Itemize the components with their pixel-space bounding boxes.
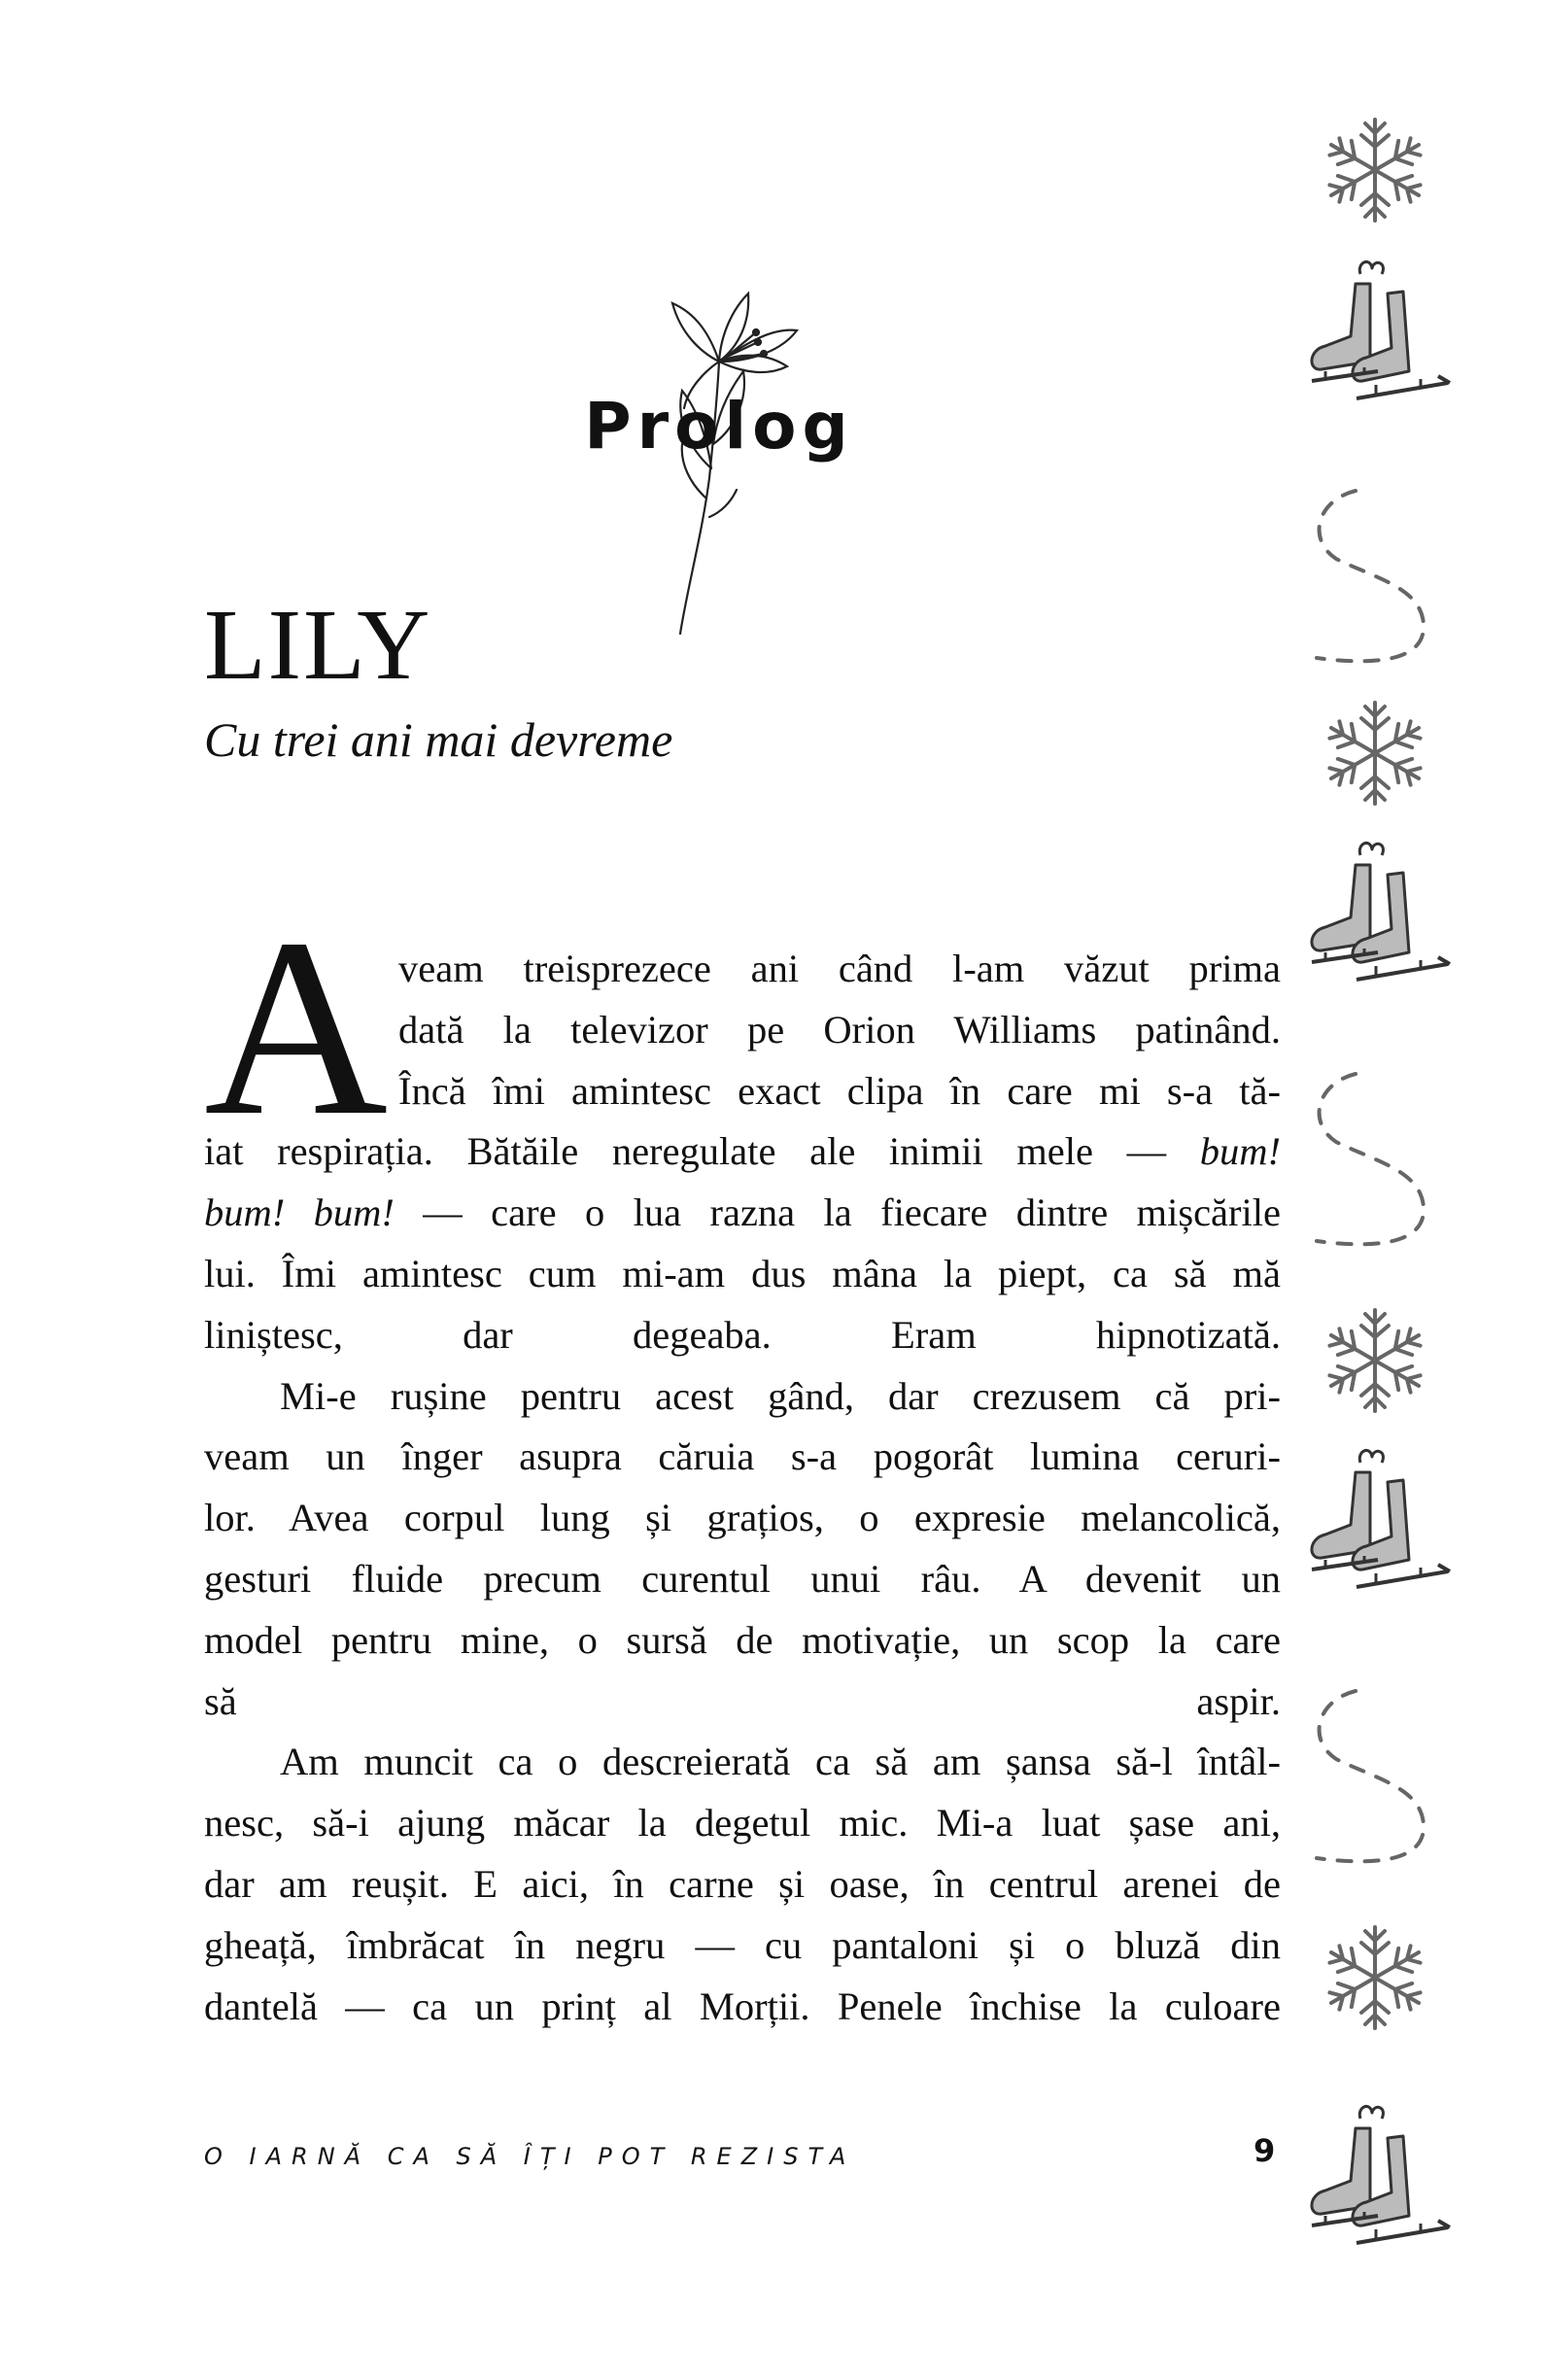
- snowflake-icon: [1317, 112, 1433, 228]
- text-line: dantelă — ca un prinț al Morții. Penele închise la culoare: [204, 1983, 1281, 2028]
- skate-trail-icon: [1297, 1064, 1453, 1259]
- text-line: veam un înger asupra căruia s-a pogorât lumina ceruri-: [204, 1434, 1281, 1479]
- ice-skates-icon: [1302, 1443, 1458, 1638]
- text-line: lor. Avea corpul lung și grațios, o expresie melancolică,: [204, 1496, 1281, 1540]
- text-line: Mi-e rușine pentru acest gând, dar crezusem că pri-: [280, 1373, 1281, 1418]
- drop-cap: A: [204, 886, 389, 1168]
- skate-trail-icon: [1297, 481, 1453, 675]
- paragraph: [204, 1366, 1281, 1733]
- running-footer-book-title: O IARNĂ CA SĂ ÎȚI POT REZISTA: [204, 2143, 856, 2170]
- snowflake-icon: [1317, 1302, 1433, 1419]
- text-line: nesc, să-i ajung măcar la degetul mic. Mi-a luat șase ani,: [204, 1801, 1281, 1845]
- ice-skates-icon: [1302, 836, 1458, 1030]
- text-line: Încă îmi amintesc exact clipa în care mi s-a tă-: [398, 1068, 1281, 1113]
- paragraph: [204, 1732, 1281, 2037]
- snowflake-icon: [1317, 1919, 1433, 2036]
- text-line: bum! bum! — care o lua razna la fiecare dintre mișcările: [204, 1190, 1281, 1235]
- text-line: Am muncit ca o descreierată ca să am șansa să-l întâl-: [280, 1740, 1281, 1784]
- text-line: liniștesc, dar degeaba. Eram hipnotizată.: [204, 1312, 1281, 1357]
- text-line: dar am reușit. E aici, în carne și oase, în centrul arenei de: [204, 1861, 1281, 1906]
- text-line: dată la televizor pe Orion Williams patinând.: [398, 1007, 1281, 1052]
- chapter-title: Prolog: [584, 389, 854, 464]
- skate-trail-icon: [1297, 1681, 1453, 1876]
- page-number: 9: [1254, 2132, 1276, 2169]
- snowflake-icon: [1317, 695, 1433, 811]
- paragraph: [204, 939, 1281, 1366]
- text-line: gheață, îmbrăcat în negru — cu pantaloni și o bluză din: [204, 1922, 1281, 1967]
- chapter-subtitle: Cu trei ani mai devreme: [204, 712, 673, 767]
- text-line: gesturi fluide precum curentul unui râu. A devenit un: [204, 1556, 1281, 1601]
- ice-skates-icon: [1302, 255, 1458, 449]
- text-line: iat respirația. Bătăile neregulate ale inimii mele — bum!: [204, 1129, 1281, 1174]
- body-text: [204, 939, 1281, 2037]
- text-line: model pentru mine, o sursă de motivație, un scop la care: [204, 1617, 1281, 1662]
- text-line: veam treisprezece ani când l-am văzut prima: [398, 947, 1281, 990]
- ice-skates-icon: [1302, 2099, 1458, 2294]
- character-name-heading: LILY: [204, 589, 432, 701]
- text-line: să aspir.: [204, 1678, 1281, 1723]
- text-line: lui. Îmi amintesc cum mi-am dus mâna la piept, ca să mă: [204, 1251, 1281, 1295]
